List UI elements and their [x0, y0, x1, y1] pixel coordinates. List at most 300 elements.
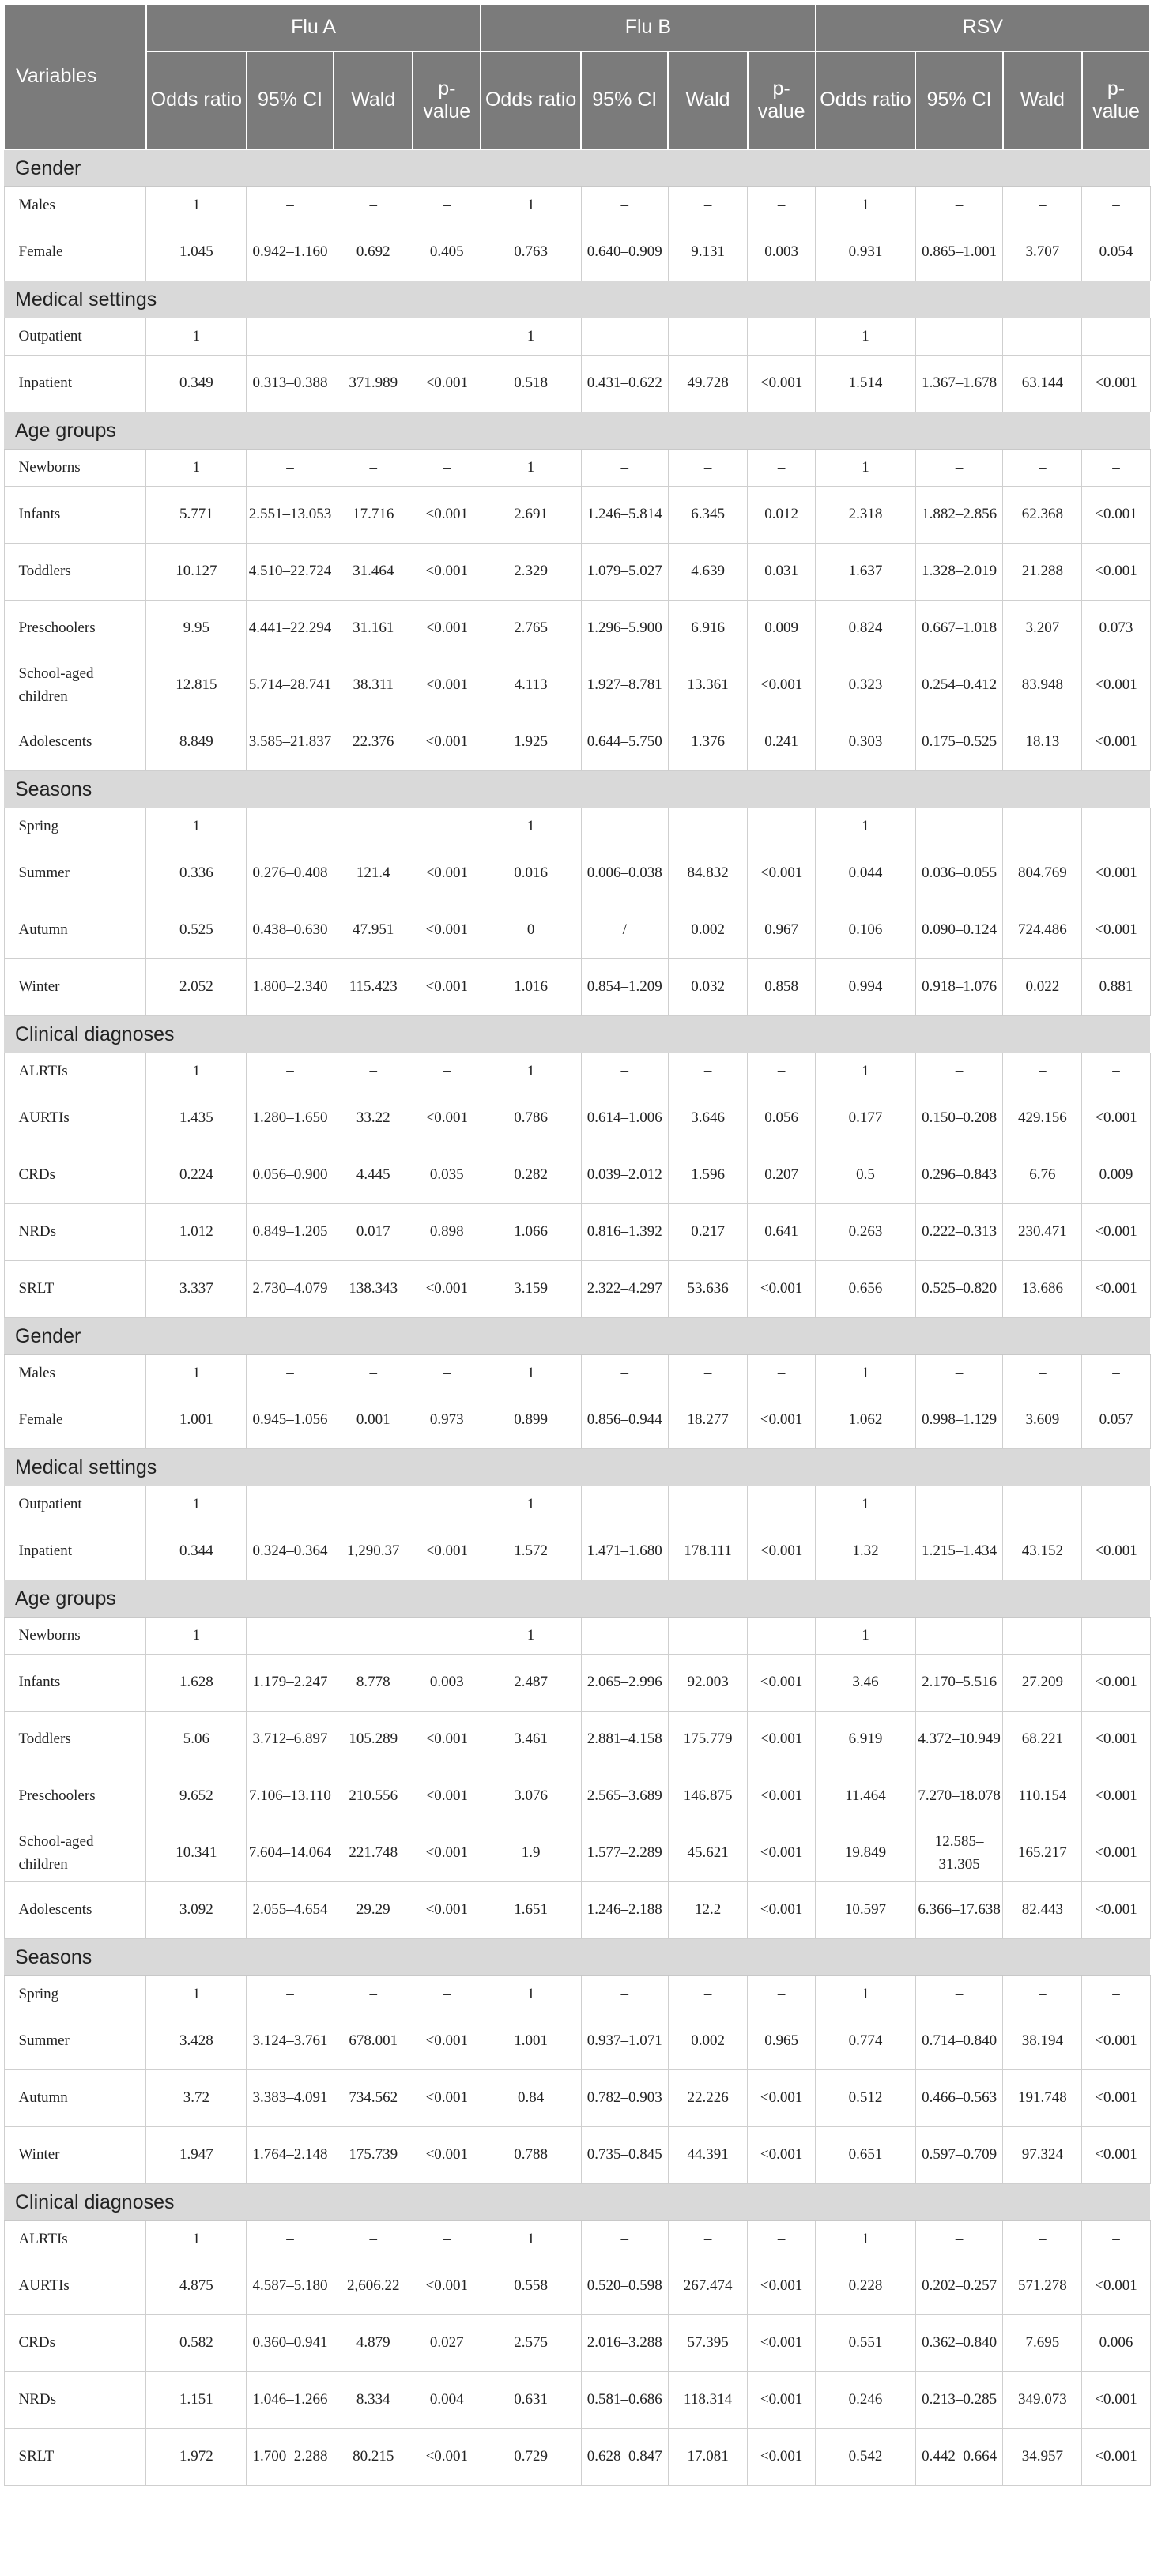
table-row: [4, 2070, 1150, 2127]
flu-b-wald-cell: 13.361: [668, 657, 747, 714]
rsv-odds-ratio-cell: 0.994: [816, 959, 916, 1016]
flu-b-wald-cell: 18.277: [668, 1392, 747, 1449]
table-row: [4, 1355, 1150, 1392]
flu-b-ci-cell: –: [581, 2221, 668, 2258]
flu-a-odds-ratio-cell: 0.349: [146, 356, 247, 412]
flu-a-ci-cell: 0.438–0.630: [247, 902, 334, 959]
flu-b-ci-cell: 0.854–1.209: [581, 959, 668, 1016]
row-label: Toddlers: [4, 544, 146, 601]
rsv-p-value-cell: <0.001: [1082, 2372, 1150, 2429]
row-label: AURTIs: [4, 2258, 146, 2315]
flu-a-p-value-cell: –: [413, 808, 481, 845]
flu-b-odds-ratio-cell: 0.899: [481, 1392, 581, 1449]
flu-b-odds-ratio-cell: 0.016: [481, 845, 581, 902]
flu-a-ci-cell: 0.056–0.900: [247, 1147, 334, 1204]
flu-b-p-value-cell: –: [748, 187, 816, 224]
rsv-wald-cell: –: [1003, 1618, 1082, 1655]
flu-a-odds-ratio-cell: 1.001: [146, 1392, 247, 1449]
flu-a-ci-cell: 2.551–13.053: [247, 487, 334, 544]
subheader-ci: 95% CI: [915, 51, 1002, 149]
rsv-wald-cell: 3.609: [1003, 1392, 1082, 1449]
row-label: SRLT: [4, 1261, 146, 1318]
subheader-odds-ratio: Odds ratio: [481, 51, 581, 149]
rsv-ci-cell: 0.175–0.525: [915, 714, 1002, 771]
flu-b-wald-cell: –: [668, 2221, 747, 2258]
rsv-ci-cell: 0.998–1.129: [915, 1392, 1002, 1449]
section-title: Medical settings: [4, 1449, 1150, 1486]
rsv-ci-cell: 1.882–2.856: [915, 487, 1002, 544]
flu-b-p-value-cell: –: [748, 1618, 816, 1655]
flu-a-wald-cell: –: [334, 1053, 413, 1090]
flu-b-odds-ratio-cell: 1: [481, 318, 581, 356]
flu-b-wald-cell: 3.646: [668, 1090, 747, 1147]
flu-a-ci-cell: –: [247, 1618, 334, 1655]
flu-b-p-value-cell: –: [748, 1053, 816, 1090]
section-title: Gender: [4, 1318, 1150, 1355]
flu-b-ci-cell: 2.565–3.689: [581, 1768, 668, 1825]
flu-a-wald-cell: 0.692: [334, 224, 413, 281]
flu-a-wald-cell: 29.29: [334, 1882, 413, 1939]
flu-a-ci-cell: 5.714–28.741: [247, 657, 334, 714]
flu-b-odds-ratio-cell: 1.925: [481, 714, 581, 771]
rsv-ci-cell: 0.090–0.124: [915, 902, 1002, 959]
rsv-wald-cell: –: [1003, 1355, 1082, 1392]
section-title: Clinical diagnoses: [4, 1016, 1150, 1053]
flu-b-p-value-cell: –: [748, 318, 816, 356]
flu-a-wald-cell: 121.4: [334, 845, 413, 902]
rsv-p-value-cell: <0.001: [1082, 845, 1150, 902]
row-label: Female: [4, 1392, 146, 1449]
flu-a-wald-cell: 371.989: [334, 356, 413, 412]
row-label: Newborns: [4, 1618, 146, 1655]
rsv-odds-ratio-cell: 3.46: [816, 1655, 916, 1712]
flu-b-wald-cell: 6.345: [668, 487, 747, 544]
rsv-odds-ratio-cell: 0.542: [816, 2429, 916, 2486]
table-row: [4, 1261, 1150, 1318]
flu-a-ci-cell: 7.604–14.064: [247, 1825, 334, 1882]
flu-a-odds-ratio-cell: 1: [146, 1053, 247, 1090]
flu-b-wald-cell: –: [668, 187, 747, 224]
flu-a-ci-cell: 4.441–22.294: [247, 601, 334, 657]
flu-a-odds-ratio-cell: 3.337: [146, 1261, 247, 1318]
flu-b-odds-ratio-cell: 0.84: [481, 2070, 581, 2127]
rsv-odds-ratio-cell: 1.32: [816, 1523, 916, 1580]
rsv-odds-ratio-cell: 1: [816, 1486, 916, 1523]
flu-b-odds-ratio-cell: 2.487: [481, 1655, 581, 1712]
flu-b-odds-ratio-cell: 1.651: [481, 1882, 581, 1939]
flu-b-ci-cell: 0.581–0.686: [581, 2372, 668, 2429]
flu-a-odds-ratio-cell: 1.947: [146, 2127, 247, 2184]
flu-b-p-value-cell: 0.641: [748, 1204, 816, 1261]
section-title: Age groups: [4, 412, 1150, 450]
flu-b-p-value-cell: <0.001: [748, 1392, 816, 1449]
table-row: [4, 1655, 1150, 1712]
flu-b-odds-ratio-cell: 1.066: [481, 1204, 581, 1261]
flu-b-p-value-cell: <0.001: [748, 2372, 816, 2429]
flu-b-odds-ratio-cell: 3.159: [481, 1261, 581, 1318]
table-row: [4, 1882, 1150, 1939]
flu-b-ci-cell: –: [581, 1053, 668, 1090]
row-label: Autumn: [4, 2070, 146, 2127]
flu-b-p-value-cell: 0.056: [748, 1090, 816, 1147]
rsv-p-value-cell: <0.001: [1082, 1204, 1150, 1261]
rsv-p-value-cell: <0.001: [1082, 2429, 1150, 2486]
row-label: Inpatient: [4, 356, 146, 412]
rsv-ci-cell: –: [915, 2221, 1002, 2258]
rsv-p-value-cell: <0.001: [1082, 544, 1150, 601]
flu-b-odds-ratio-cell: 2.575: [481, 2315, 581, 2372]
flu-b-ci-cell: 1.296–5.900: [581, 601, 668, 657]
rsv-odds-ratio-cell: 0.044: [816, 845, 916, 902]
rsv-odds-ratio-cell: 0.5: [816, 1147, 916, 1204]
flu-b-p-value-cell: <0.001: [748, 1655, 816, 1712]
flu-b-odds-ratio-cell: 4.113: [481, 657, 581, 714]
flu-b-p-value-cell: –: [748, 450, 816, 487]
flu-a-p-value-cell: –: [413, 187, 481, 224]
table-row: [4, 1053, 1150, 1090]
flu-b-odds-ratio-cell: 2.329: [481, 544, 581, 601]
table-row: [4, 2429, 1150, 2486]
flu-b-ci-cell: –: [581, 1976, 668, 2013]
flu-b-wald-cell: –: [668, 1486, 747, 1523]
row-label: Outpatient: [4, 1486, 146, 1523]
flu-b-ci-cell: 0.039–2.012: [581, 1147, 668, 1204]
table-row: [4, 487, 1150, 544]
flu-a-odds-ratio-cell: 1: [146, 2221, 247, 2258]
row-label: Infants: [4, 1655, 146, 1712]
flu-b-odds-ratio-cell: 0.729: [481, 2429, 581, 2486]
rsv-odds-ratio-cell: 1: [816, 450, 916, 487]
rsv-odds-ratio-cell: 0.931: [816, 224, 916, 281]
flu-a-p-value-cell: <0.001: [413, 1825, 481, 1882]
flu-a-wald-cell: 1,290.37: [334, 1523, 413, 1580]
flu-a-wald-cell: 221.748: [334, 1825, 413, 1882]
table-row: [4, 1768, 1150, 1825]
flu-a-wald-cell: –: [334, 1618, 413, 1655]
flu-a-ci-cell: –: [247, 1355, 334, 1392]
flu-a-ci-cell: –: [247, 808, 334, 845]
flu-a-ci-cell: 0.313–0.388: [247, 356, 334, 412]
row-label: Infants: [4, 487, 146, 544]
flu-a-p-value-cell: <0.001: [413, 1712, 481, 1768]
table-row: [4, 1090, 1150, 1147]
flu-b-ci-cell: –: [581, 450, 668, 487]
flu-a-p-value-cell: 0.004: [413, 2372, 481, 2429]
flu-a-odds-ratio-cell: 2.052: [146, 959, 247, 1016]
rsv-odds-ratio-cell: 0.512: [816, 2070, 916, 2127]
flu-b-p-value-cell: <0.001: [748, 1712, 816, 1768]
flu-b-p-value-cell: 0.031: [748, 544, 816, 601]
flu-a-odds-ratio-cell: 1.435: [146, 1090, 247, 1147]
table-row: [4, 1976, 1150, 2013]
rsv-wald-cell: –: [1003, 187, 1082, 224]
flu-a-odds-ratio-cell: 0.582: [146, 2315, 247, 2372]
flu-a-ci-cell: 2.055–4.654: [247, 1882, 334, 1939]
flu-b-wald-cell: 12.2: [668, 1882, 747, 1939]
flu-a-ci-cell: 0.276–0.408: [247, 845, 334, 902]
flu-b-odds-ratio-cell: 1: [481, 808, 581, 845]
flu-a-odds-ratio-cell: 1.151: [146, 2372, 247, 2429]
flu-b-wald-cell: 6.916: [668, 601, 747, 657]
section-title: Age groups: [4, 1580, 1150, 1618]
flu-a-wald-cell: 31.464: [334, 544, 413, 601]
rsv-wald-cell: 38.194: [1003, 2013, 1082, 2070]
flu-a-p-value-cell: <0.001: [413, 2258, 481, 2315]
flu-b-odds-ratio-cell: 1: [481, 1486, 581, 1523]
flu-b-p-value-cell: <0.001: [748, 1825, 816, 1882]
flu-b-ci-cell: 1.577–2.289: [581, 1825, 668, 1882]
rsv-odds-ratio-cell: 0.303: [816, 714, 916, 771]
flu-a-p-value-cell: –: [413, 2221, 481, 2258]
rsv-ci-cell: –: [915, 1355, 1002, 1392]
rsv-odds-ratio-cell: 1: [816, 318, 916, 356]
rsv-ci-cell: 7.270–18.078: [915, 1768, 1002, 1825]
flu-a-wald-cell: 115.423: [334, 959, 413, 1016]
flu-b-p-value-cell: <0.001: [748, 1261, 816, 1318]
rsv-odds-ratio-cell: 0.774: [816, 2013, 916, 2070]
flu-a-ci-cell: –: [247, 2221, 334, 2258]
flu-a-odds-ratio-cell: 1: [146, 1618, 247, 1655]
flu-a-odds-ratio-cell: 9.652: [146, 1768, 247, 1825]
row-label: School-aged children: [4, 1825, 146, 1882]
rsv-wald-cell: –: [1003, 318, 1082, 356]
rsv-p-value-cell: <0.001: [1082, 2013, 1150, 2070]
flu-b-ci-cell: –: [581, 1618, 668, 1655]
flu-a-ci-cell: 4.587–5.180: [247, 2258, 334, 2315]
flu-b-wald-cell: –: [668, 1355, 747, 1392]
flu-a-p-value-cell: <0.001: [413, 487, 481, 544]
table-row: [4, 808, 1150, 845]
flu-a-odds-ratio-cell: 1.628: [146, 1655, 247, 1712]
rsv-p-value-cell: –: [1082, 1486, 1150, 1523]
flu-a-p-value-cell: <0.001: [413, 657, 481, 714]
flu-b-odds-ratio-cell: 3.076: [481, 1768, 581, 1825]
rsv-p-value-cell: 0.057: [1082, 1392, 1150, 1449]
rsv-wald-cell: 7.695: [1003, 2315, 1082, 2372]
flu-a-ci-cell: 2.730–4.079: [247, 1261, 334, 1318]
group-header-rsv: RSV: [816, 4, 1150, 51]
flu-a-odds-ratio-cell: 3.092: [146, 1882, 247, 1939]
rsv-odds-ratio-cell: 1: [816, 1053, 916, 1090]
subheader-odds-ratio: Odds ratio: [146, 51, 247, 149]
flu-a-odds-ratio-cell: 10.127: [146, 544, 247, 601]
group-header-flu-b: Flu B: [481, 4, 815, 51]
flu-a-wald-cell: 31.161: [334, 601, 413, 657]
flu-b-p-value-cell: <0.001: [748, 1768, 816, 1825]
rsv-wald-cell: 82.443: [1003, 1882, 1082, 1939]
rsv-odds-ratio-cell: 1: [816, 1355, 916, 1392]
rsv-odds-ratio-cell: 0.228: [816, 2258, 916, 2315]
rsv-odds-ratio-cell: 1: [816, 808, 916, 845]
rsv-wald-cell: 191.748: [1003, 2070, 1082, 2127]
table-row: [4, 1825, 1150, 1882]
flu-a-odds-ratio-cell: 1: [146, 1486, 247, 1523]
flu-a-odds-ratio-cell: 12.815: [146, 657, 247, 714]
section-row: [4, 412, 1150, 450]
row-label: Newborns: [4, 450, 146, 487]
flu-a-odds-ratio-cell: 0.525: [146, 902, 247, 959]
flu-b-p-value-cell: 0.965: [748, 2013, 816, 2070]
flu-a-wald-cell: 22.376: [334, 714, 413, 771]
flu-a-odds-ratio-cell: 1: [146, 450, 247, 487]
flu-a-ci-cell: 3.383–4.091: [247, 2070, 334, 2127]
flu-a-p-value-cell: –: [413, 318, 481, 356]
flu-a-odds-ratio-cell: 0.224: [146, 1147, 247, 1204]
row-label: Autumn: [4, 902, 146, 959]
flu-b-p-value-cell: <0.001: [748, 657, 816, 714]
rsv-ci-cell: 1.215–1.434: [915, 1523, 1002, 1580]
flu-a-p-value-cell: <0.001: [413, 1261, 481, 1318]
rsv-p-value-cell: <0.001: [1082, 1261, 1150, 1318]
rsv-p-value-cell: –: [1082, 1053, 1150, 1090]
rsv-ci-cell: 0.036–0.055: [915, 845, 1002, 902]
flu-b-wald-cell: 1.376: [668, 714, 747, 771]
flu-a-odds-ratio-cell: 4.875: [146, 2258, 247, 2315]
row-label: Males: [4, 1355, 146, 1392]
rsv-ci-cell: 0.254–0.412: [915, 657, 1002, 714]
flu-b-wald-cell: 0.002: [668, 2013, 747, 2070]
flu-b-p-value-cell: <0.001: [748, 2258, 816, 2315]
section-title: Gender: [4, 149, 1150, 187]
flu-a-ci-cell: 1.179–2.247: [247, 1655, 334, 1712]
flu-a-wald-cell: –: [334, 1355, 413, 1392]
rsv-p-value-cell: –: [1082, 187, 1150, 224]
flu-a-ci-cell: 0.360–0.941: [247, 2315, 334, 2372]
rsv-p-value-cell: <0.001: [1082, 2258, 1150, 2315]
rsv-wald-cell: 21.288: [1003, 544, 1082, 601]
rsv-ci-cell: 4.372–10.949: [915, 1712, 1002, 1768]
rsv-wald-cell: –: [1003, 1976, 1082, 2013]
subheader-wald: Wald: [1003, 51, 1082, 149]
flu-b-odds-ratio-cell: 0.282: [481, 1147, 581, 1204]
flu-b-p-value-cell: <0.001: [748, 2127, 816, 2184]
row-label: CRDs: [4, 2315, 146, 2372]
flu-a-p-value-cell: <0.001: [413, 601, 481, 657]
rsv-ci-cell: 0.714–0.840: [915, 2013, 1002, 2070]
flu-b-wald-cell: 44.391: [668, 2127, 747, 2184]
row-label: Toddlers: [4, 1712, 146, 1768]
flu-b-ci-cell: 0.937–1.071: [581, 2013, 668, 2070]
flu-b-p-value-cell: 0.012: [748, 487, 816, 544]
flu-a-odds-ratio-cell: 3.428: [146, 2013, 247, 2070]
flu-a-wald-cell: 105.289: [334, 1712, 413, 1768]
flu-b-wald-cell: 22.226: [668, 2070, 747, 2127]
flu-b-ci-cell: /: [581, 902, 668, 959]
rsv-ci-cell: 0.296–0.843: [915, 1147, 1002, 1204]
flu-b-wald-cell: –: [668, 808, 747, 845]
table-row: [4, 959, 1150, 1016]
flu-b-odds-ratio-cell: 2.765: [481, 601, 581, 657]
rsv-odds-ratio-cell: 2.318: [816, 487, 916, 544]
flu-b-odds-ratio-cell: 1: [481, 450, 581, 487]
group-header-flu-a: Flu A: [146, 4, 481, 51]
table-row: [4, 2315, 1150, 2372]
flu-b-p-value-cell: –: [748, 2221, 816, 2258]
rsv-p-value-cell: <0.001: [1082, 1090, 1150, 1147]
variables-header: Variables: [4, 4, 146, 149]
rsv-ci-cell: 0.466–0.563: [915, 2070, 1002, 2127]
rsv-odds-ratio-cell: 19.849: [816, 1825, 916, 1882]
rsv-ci-cell: 12.585–31.305: [915, 1825, 1002, 1882]
section-title: Clinical diagnoses: [4, 2184, 1150, 2221]
subheader-wald: Wald: [334, 51, 413, 149]
rsv-odds-ratio-cell: 1.514: [816, 356, 916, 412]
row-label: Female: [4, 224, 146, 281]
flu-a-odds-ratio-cell: 1.972: [146, 2429, 247, 2486]
flu-b-ci-cell: –: [581, 1486, 668, 1523]
rsv-wald-cell: 0.022: [1003, 959, 1082, 1016]
rsv-wald-cell: 230.471: [1003, 1204, 1082, 1261]
table-row: [4, 1523, 1150, 1580]
flu-b-ci-cell: –: [581, 187, 668, 224]
rsv-p-value-cell: –: [1082, 1976, 1150, 2013]
table-row: [4, 450, 1150, 487]
rsv-wald-cell: 43.152: [1003, 1523, 1082, 1580]
rsv-odds-ratio-cell: 1: [816, 187, 916, 224]
flu-a-odds-ratio-cell: 5.06: [146, 1712, 247, 1768]
subheader-wald: Wald: [668, 51, 747, 149]
row-label: ALRTIs: [4, 2221, 146, 2258]
rsv-p-value-cell: –: [1082, 450, 1150, 487]
flu-a-odds-ratio-cell: 1.045: [146, 224, 247, 281]
section-title: Seasons: [4, 1939, 1150, 1976]
flu-a-wald-cell: 8.334: [334, 2372, 413, 2429]
flu-a-wald-cell: –: [334, 450, 413, 487]
odds-ratio-table: [3, 3, 1151, 2486]
flu-a-wald-cell: –: [334, 1486, 413, 1523]
rsv-p-value-cell: –: [1082, 2221, 1150, 2258]
row-label: ALRTIs: [4, 1053, 146, 1090]
flu-b-p-value-cell: –: [748, 1355, 816, 1392]
row-label: Spring: [4, 1976, 146, 2013]
rsv-p-value-cell: 0.054: [1082, 224, 1150, 281]
rsv-odds-ratio-cell: 6.919: [816, 1712, 916, 1768]
flu-b-ci-cell: 0.628–0.847: [581, 2429, 668, 2486]
row-label: Winter: [4, 2127, 146, 2184]
rsv-ci-cell: –: [915, 187, 1002, 224]
rsv-wald-cell: 3.207: [1003, 601, 1082, 657]
row-label: Summer: [4, 845, 146, 902]
rsv-p-value-cell: <0.001: [1082, 1712, 1150, 1768]
rsv-p-value-cell: <0.001: [1082, 487, 1150, 544]
table-row: [4, 2013, 1150, 2070]
flu-b-wald-cell: 0.217: [668, 1204, 747, 1261]
row-label: Spring: [4, 808, 146, 845]
section-title: Medical settings: [4, 281, 1150, 318]
rsv-ci-cell: –: [915, 1618, 1002, 1655]
flu-b-wald-cell: 175.779: [668, 1712, 747, 1768]
row-label: NRDs: [4, 2372, 146, 2429]
rsv-odds-ratio-cell: 1: [816, 1976, 916, 2013]
flu-b-ci-cell: 2.016–3.288: [581, 2315, 668, 2372]
rsv-odds-ratio-cell: 0.651: [816, 2127, 916, 2184]
rsv-wald-cell: 349.073: [1003, 2372, 1082, 2429]
subheader-ci: 95% CI: [247, 51, 334, 149]
rsv-p-value-cell: 0.006: [1082, 2315, 1150, 2372]
rsv-ci-cell: 0.213–0.285: [915, 2372, 1002, 2429]
flu-a-wald-cell: 4.879: [334, 2315, 413, 2372]
row-label: Outpatient: [4, 318, 146, 356]
subheader-odds-ratio: Odds ratio: [816, 51, 916, 149]
rsv-wald-cell: 27.209: [1003, 1655, 1082, 1712]
table-row: [4, 1392, 1150, 1449]
flu-b-odds-ratio-cell: 3.461: [481, 1712, 581, 1768]
flu-a-ci-cell: 3.585–21.837: [247, 714, 334, 771]
rsv-odds-ratio-cell: 0.824: [816, 601, 916, 657]
rsv-p-value-cell: –: [1082, 1618, 1150, 1655]
rsv-ci-cell: –: [915, 1486, 1002, 1523]
section-row: [4, 1449, 1150, 1486]
